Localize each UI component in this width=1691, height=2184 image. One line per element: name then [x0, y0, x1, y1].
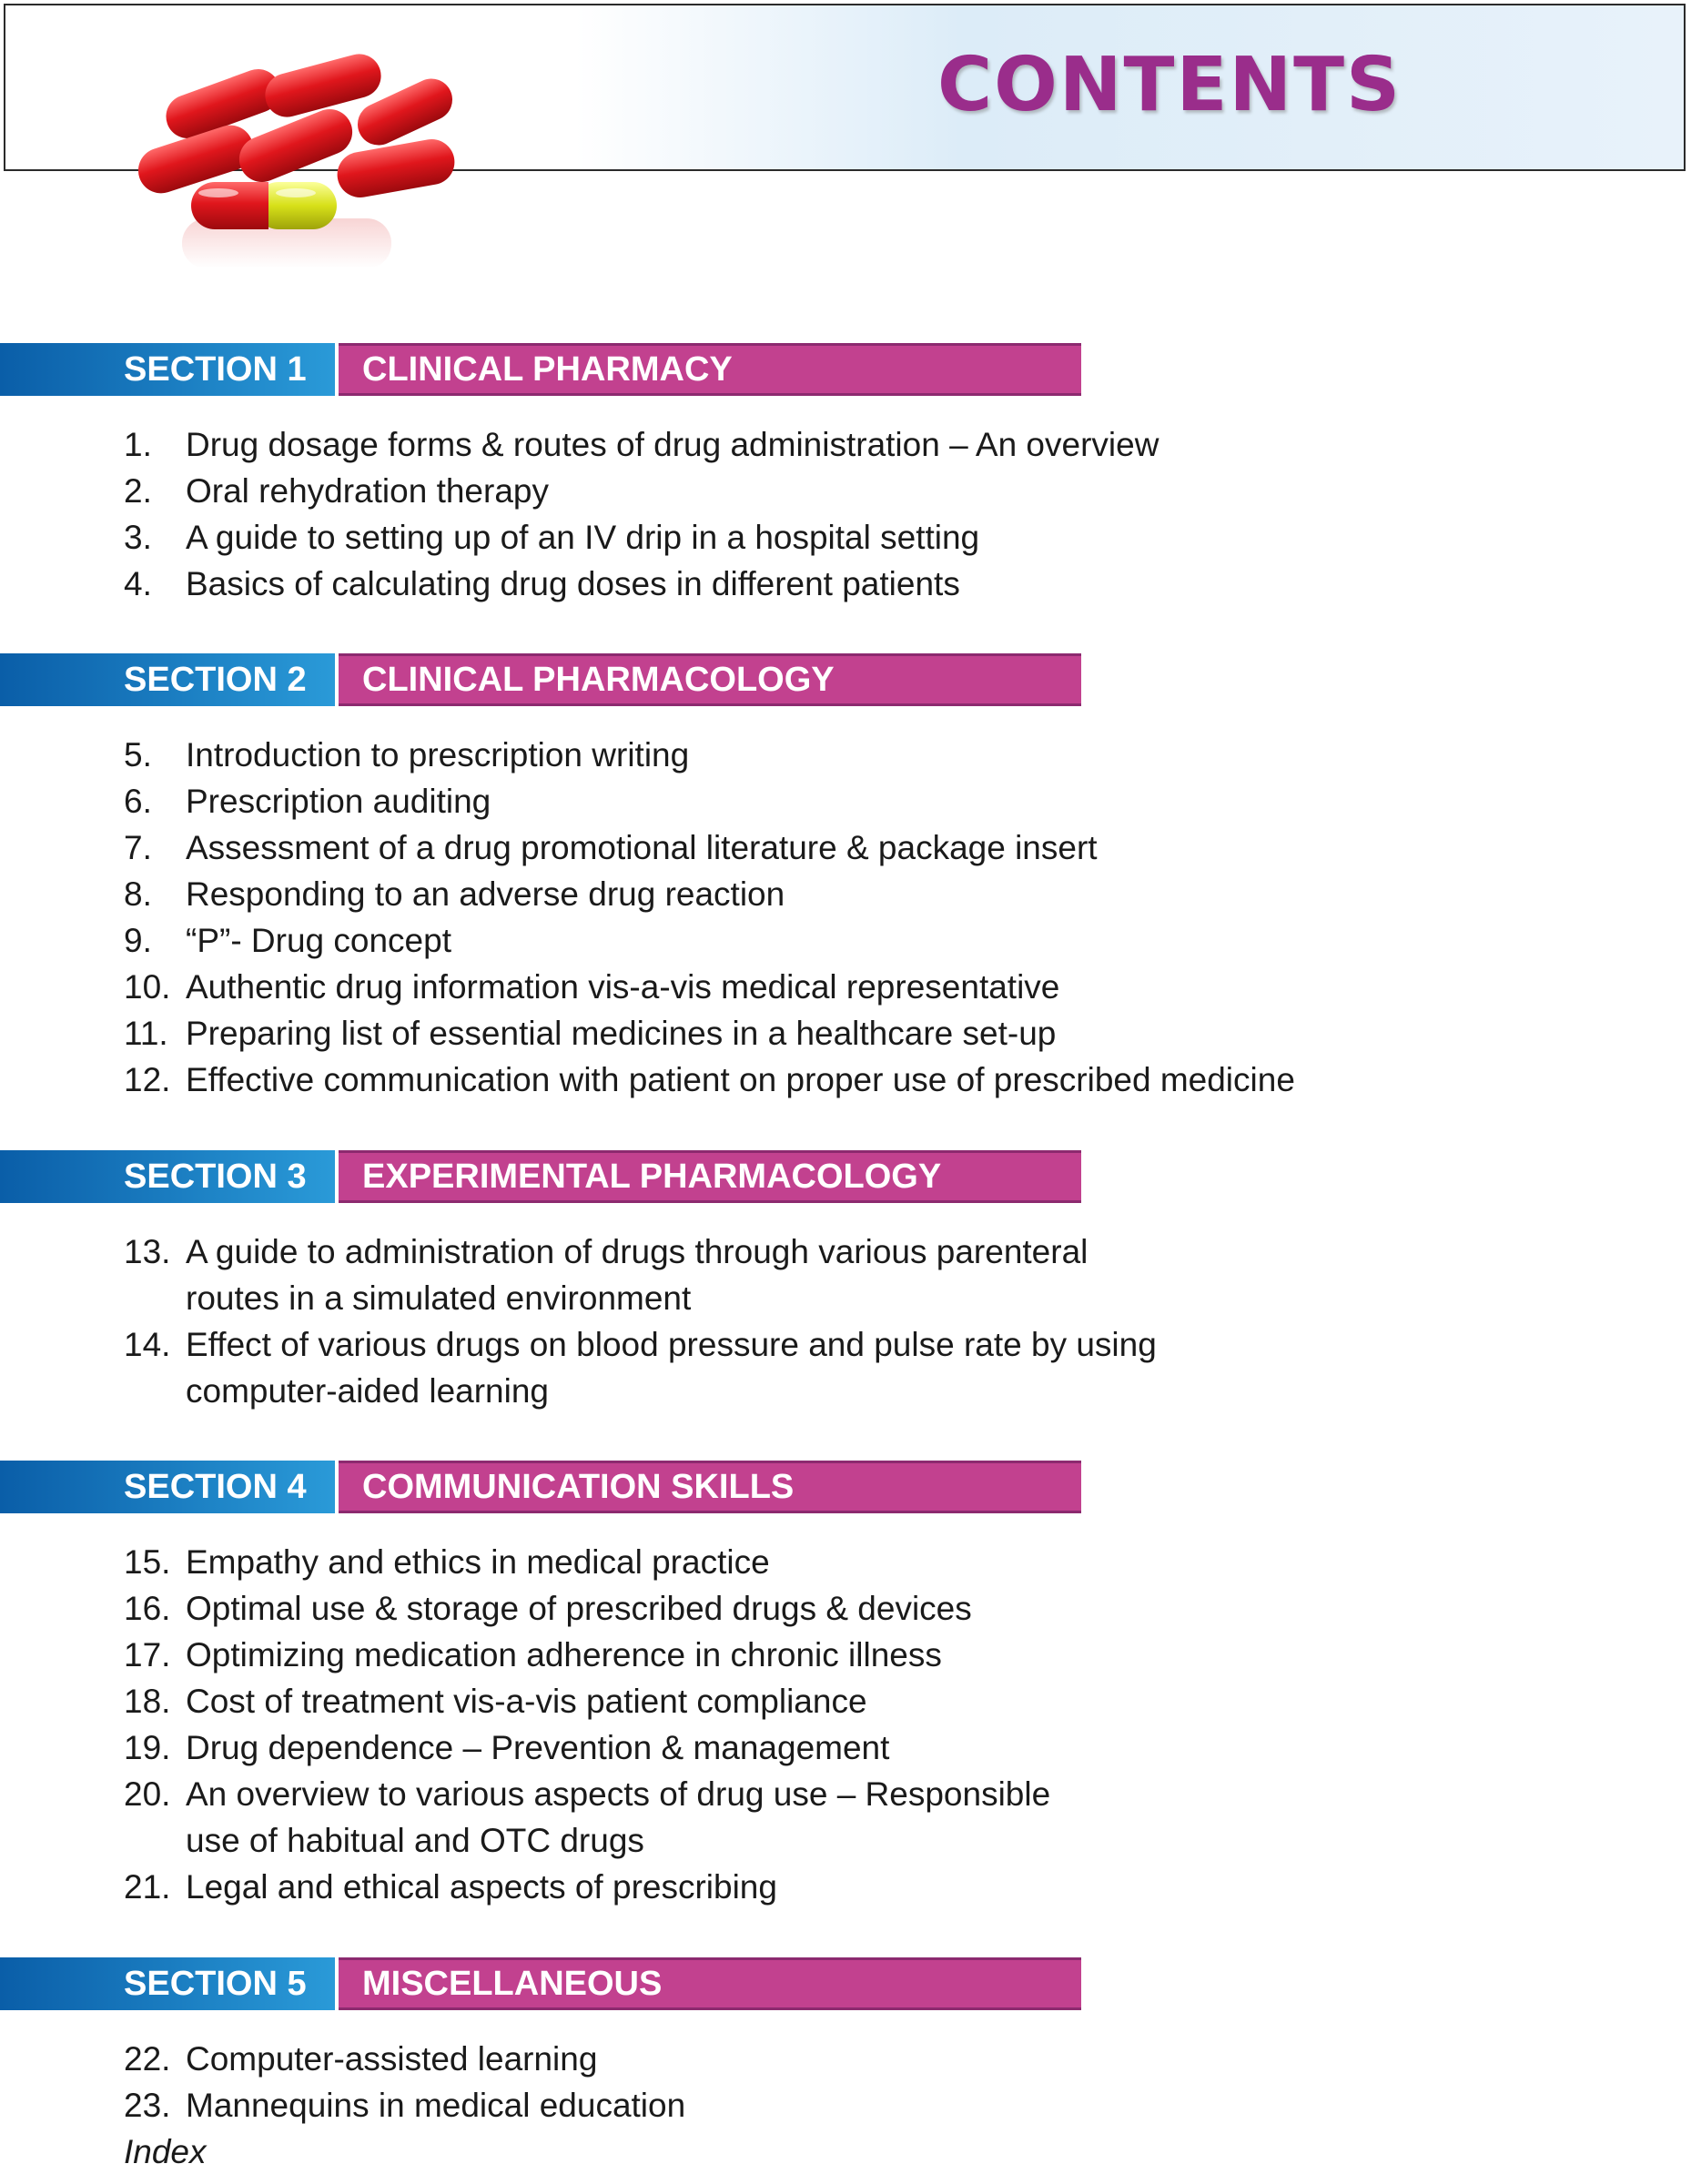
toc-item[interactable]: [124, 421, 1159, 468]
page-title: CONTENTS: [937, 42, 1402, 128]
item-title: Effective communication with patient on proper use of prescribed medicine: [186, 1061, 1295, 1098]
item-title: “P”- Drug concept: [186, 922, 451, 959]
item-number: 16.: [124, 1590, 171, 1627]
section-title-bar: [339, 1957, 1081, 2010]
toc-item[interactable]: [124, 778, 491, 824]
item-number: 12.: [124, 1061, 171, 1098]
section-title: MISCELLANEOUS: [362, 1965, 663, 2003]
item-number: 9.: [124, 922, 152, 959]
item-title: A guide to setting up of an IV drip in a hospital setting: [186, 519, 980, 556]
item-title: Mannequins in medical education: [186, 2087, 686, 2124]
item-title: Assessment of a drug promotional literature & package insert: [186, 829, 1098, 866]
toc-item[interactable]: [124, 561, 960, 607]
item-title: Introduction to prescription writing: [186, 736, 690, 774]
index-link[interactable]: Index: [124, 2133, 207, 2170]
item-title-continued: computer-aided learning: [186, 1372, 550, 1410]
item-number: 3.: [124, 519, 152, 556]
item-title: Responding to an adverse drug reaction: [186, 875, 785, 913]
item-title: Legal and ethical aspects of prescribing: [186, 1868, 777, 1906]
toc-item[interactable]: [124, 1771, 1050, 1864]
capsules-image: [127, 36, 473, 273]
item-number: 18.: [124, 1683, 171, 1720]
section-number-label: SECTION 4: [124, 1468, 307, 1506]
section-header-5: [0, 1957, 1081, 2010]
item-number: 15.: [124, 1543, 171, 1581]
section-number-label: SECTION 2: [124, 661, 307, 699]
section-title-bar: [339, 343, 1081, 396]
item-number: 7.: [124, 829, 152, 866]
item-number: 23.: [124, 2087, 171, 2124]
section-number-label: SECTION 3: [124, 1158, 307, 1196]
item-number: 19.: [124, 1729, 171, 1766]
toc-item[interactable]: [124, 871, 785, 917]
section-title: EXPERIMENTAL PHARMACOLOGY: [362, 1158, 942, 1196]
section-header-3: [0, 1150, 1081, 1203]
section-title: COMMUNICATION SKILLS: [362, 1468, 795, 1506]
section-header-4: [0, 1461, 1081, 1513]
toc-item[interactable]: [124, 917, 451, 964]
item-title: Optimal use & storage of prescribed drugs & devices: [186, 1590, 972, 1627]
item-number: 17.: [124, 1636, 171, 1673]
item-title: Drug dependence – Prevention & management: [186, 1729, 890, 1766]
toc-item[interactable]: [124, 1228, 1088, 1321]
item-number: 22.: [124, 2040, 171, 2078]
section-title-bar: [339, 1461, 1081, 1513]
item-title: Optimizing medication adherence in chronic illness: [186, 1636, 942, 1673]
item-title: Authentic drug information vis-a-vis medical representative: [186, 968, 1060, 1006]
item-title: Drug dosage forms & routes of drug administration – An overview: [186, 426, 1159, 463]
section-title: CLINICAL PHARMACY: [362, 350, 733, 389]
toc-item[interactable]: [124, 1864, 777, 1910]
item-title-continued: use of habitual and OTC drugs: [186, 1822, 644, 1859]
item-number: 5.: [124, 736, 152, 774]
item-number: 1.: [124, 426, 152, 463]
item-title-continued: routes in a simulated environment: [186, 1279, 692, 1317]
item-number: 13.: [124, 1233, 171, 1270]
item-title: Prescription auditing: [186, 783, 491, 820]
item-number: 6.: [124, 783, 152, 820]
toc-item[interactable]: [124, 1010, 1056, 1057]
toc-item[interactable]: [124, 1678, 867, 1724]
section-number-label: SECTION 1: [124, 350, 307, 389]
item-title: Preparing list of essential medicines in a healthcare set-up: [186, 1015, 1057, 1052]
toc-item[interactable]: [124, 1585, 972, 1632]
item-title: Oral rehydration therapy: [186, 472, 549, 510]
toc-item[interactable]: [124, 468, 549, 514]
item-number: 20.: [124, 1775, 171, 1813]
section-header-2: [0, 653, 1081, 706]
toc-item[interactable]: [124, 1321, 1157, 1414]
section-header-1: [0, 343, 1081, 396]
section-title: CLINICAL PHARMACOLOGY: [362, 661, 835, 699]
item-number: 11.: [124, 1015, 168, 1052]
section-title-bar: [339, 1150, 1081, 1203]
section-title-bar: [339, 653, 1081, 706]
toc-item[interactable]: [124, 1724, 889, 1771]
item-number: 2.: [124, 472, 152, 510]
item-number: 8.: [124, 875, 152, 913]
item-title: Effect of various drugs on blood pressure and pulse rate by using: [186, 1326, 1157, 1363]
item-title: Cost of treatment vis-a-vis patient compliance: [186, 1683, 867, 1720]
item-title: Computer-assisted learning: [186, 2040, 598, 2078]
item-title: An overview to various aspects of drug use – Responsible: [186, 1775, 1051, 1813]
item-title: A guide to administration of drugs through various parenteral: [186, 1233, 1089, 1270]
item-number: 21.: [124, 1868, 171, 1906]
toc-item[interactable]: [124, 964, 1059, 1010]
toc-item[interactable]: [124, 1539, 770, 1585]
toc-item[interactable]: [124, 732, 689, 778]
toc-item[interactable]: [124, 514, 979, 561]
toc-item[interactable]: [124, 824, 1098, 871]
toc-item[interactable]: [124, 2036, 597, 2082]
item-number: 4.: [124, 565, 152, 602]
item-title: Basics of calculating drug doses in different patients: [186, 565, 960, 602]
item-number: 10.: [124, 968, 171, 1006]
item-number: 14.: [124, 1326, 171, 1363]
toc-item[interactable]: [124, 1057, 1295, 1103]
toc-item[interactable]: [124, 1632, 942, 1678]
item-title: Empathy and ethics in medical practice: [186, 1543, 770, 1581]
toc-item[interactable]: [124, 2082, 685, 2128]
section-number-label: SECTION 5: [124, 1965, 307, 2003]
